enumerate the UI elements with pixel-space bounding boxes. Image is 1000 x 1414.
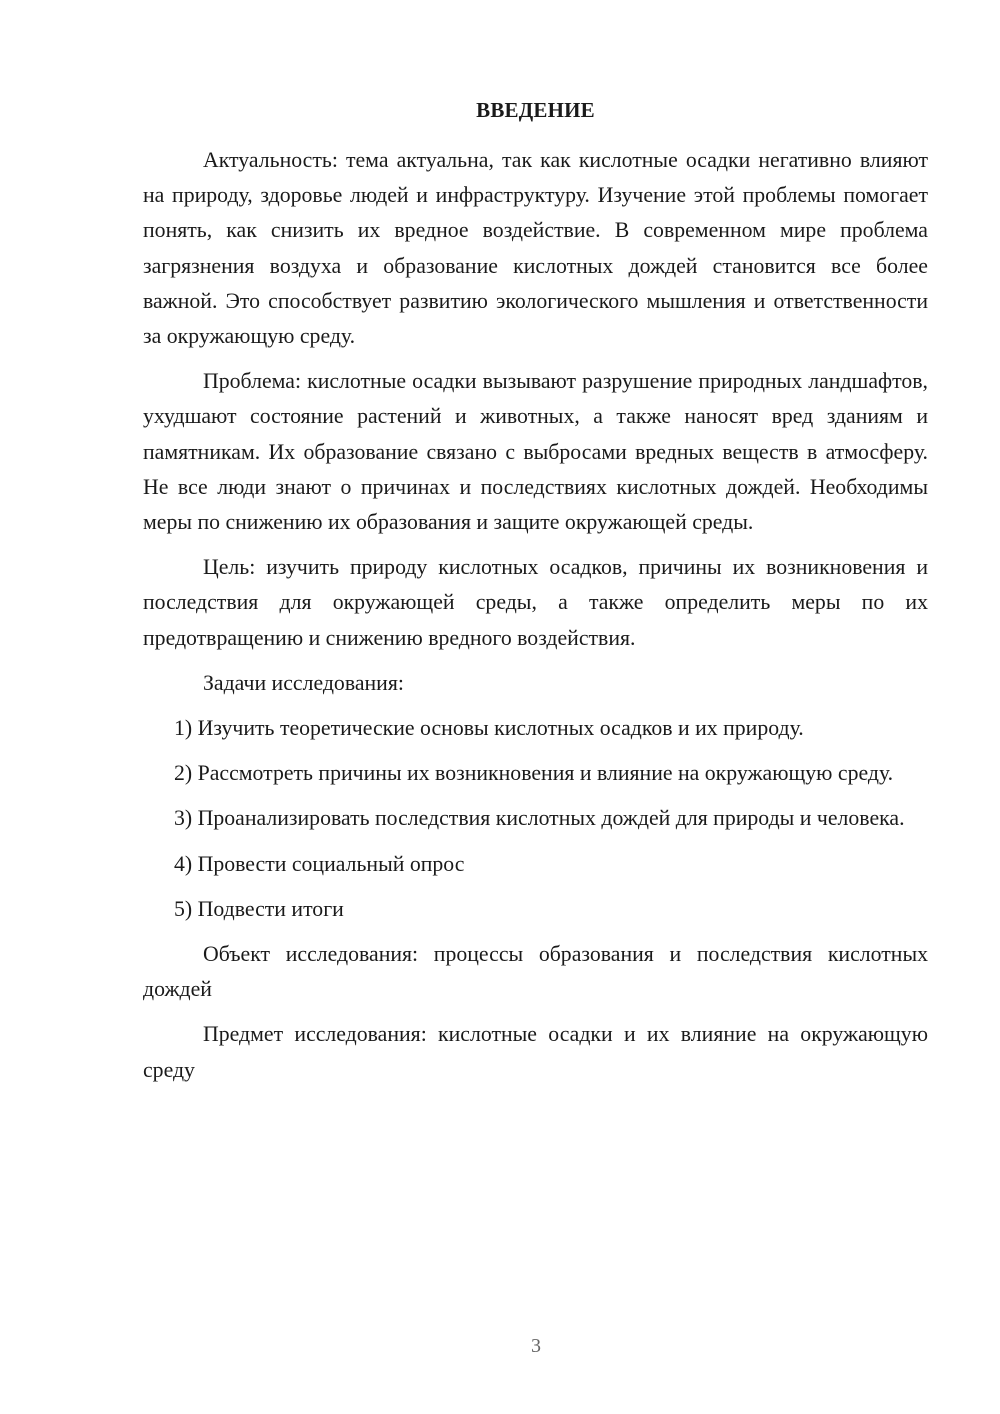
page-number: 3	[531, 1335, 541, 1357]
paragraph-problem: Проблема: кислотные осадки вызывают разрушение природных ландшафтов, ухудшают состояние растений и животных, а также наносят вред зданиям и памятникам. Их образование связано с выбросами вредных веществ в атмосферу. Не все люди знают о причинах и последствиях кислотных дождей. Необходимы меры по снижению их образования и защите окружающей среды.	[143, 369, 928, 535]
section-heading: ВВЕДЕНИЕ	[476, 98, 595, 122]
document-body	[143, 143, 928, 1098]
paragraph-relevance: Актуальность: тема актуальна, так как кислотные осадки негативно влияют на природу, здоровье людей и инфраструктуру. Изучение этой проблемы помогает понять, как снизить их вредное воздействие. В современном мире проблема загрязнения воздуха и образование кислотных дождей становится все более важной. Это способствует развитию экологического мышления и ответственности за окружающую среду.	[143, 148, 928, 349]
paragraph-goal: Цель: изучить природу кислотных осадков, причины их возникновения и последствия для окружающей среды, а также определить меры по их предотвращению и снижению вредного воздействия.	[143, 555, 928, 650]
paragraph-research-object: Объект исследования: процессы образования и последствия кислотных дождей	[143, 942, 928, 1002]
task-item-2: 2) Рассмотреть причины их возникновения и влияние на окружающую среду.	[174, 761, 894, 786]
task-item-5: 5) Подвести итоги	[174, 896, 344, 921]
task-item-4: 4) Провести социальный опрос	[174, 851, 465, 876]
task-item-1: 1) Изучить теоретические основы кислотных осадков и их природу.	[174, 716, 804, 741]
paragraph-tasks-heading: Задачи исследования:	[203, 670, 404, 695]
paragraph-research-subject: Предмет исследования: кислотные осадки и их влияние на окружающую среду	[143, 1022, 928, 1082]
task-item-3: 3) Проанализировать последствия кислотных дождей для природы и человека.	[174, 806, 905, 831]
